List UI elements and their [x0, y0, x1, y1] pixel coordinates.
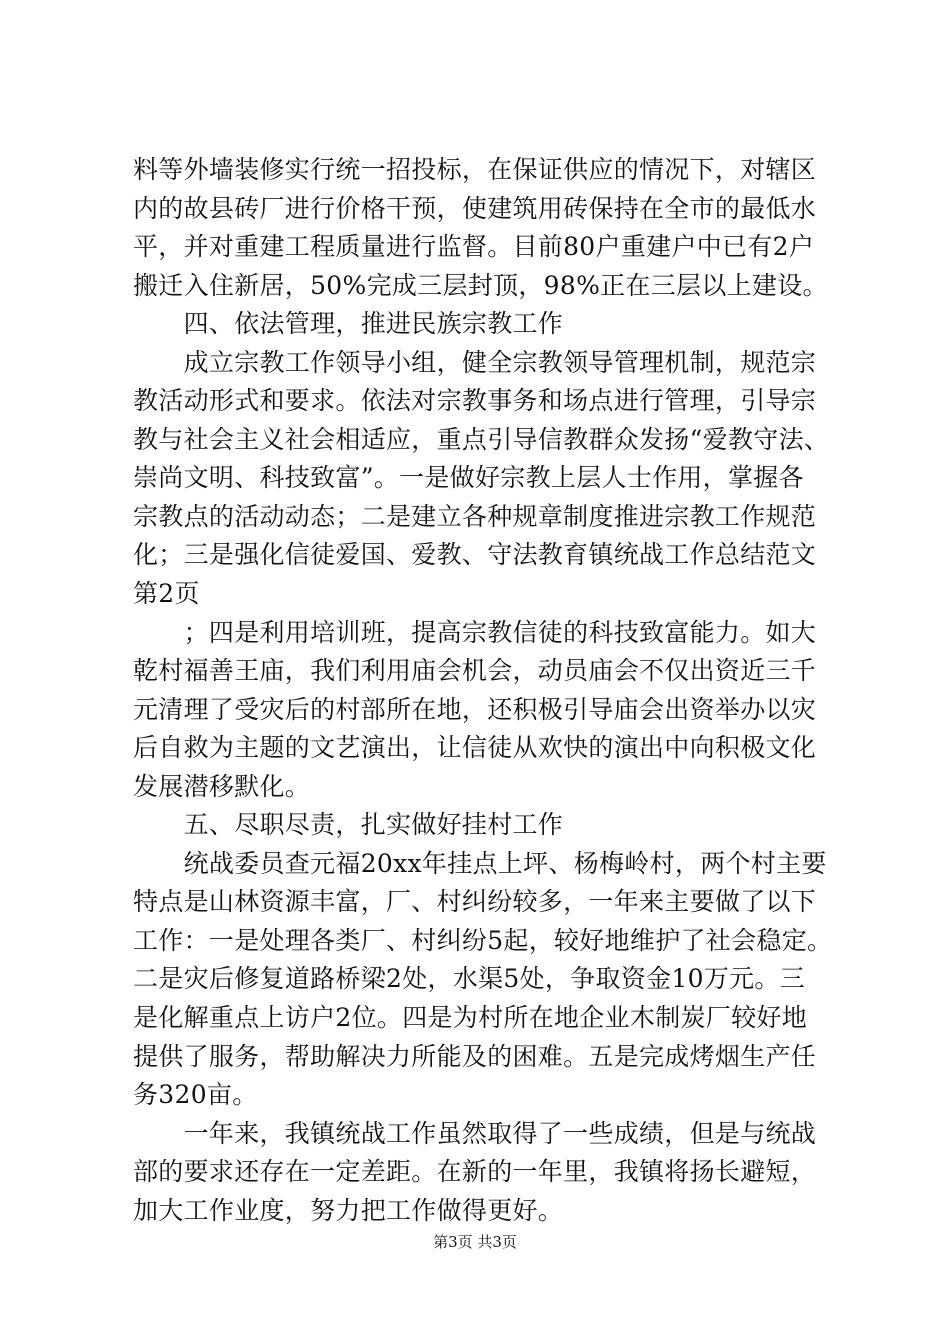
text-line: 平，并对重建工程质量进行监督。目前80户重建户中已有2户 — [133, 232, 815, 262]
section-heading: 五、尽职尽责，扎实做好挂村工作 — [133, 810, 564, 840]
text-line: 是化解重点上访户2位。四是为村所在地企业木制炭厂较好地 — [133, 1003, 808, 1033]
text-line: 加大工作业度，努力把工作做得更好。 — [133, 1195, 564, 1225]
text-line: 提供了服务，帮助解决力所能及的困难。五是完成烤烟生产任 — [133, 1041, 817, 1071]
text-line: 崇尚文明、科技致富”。一是做好宗教上层人士作用，掌握各 — [133, 463, 804, 493]
text-line: 教与社会主义社会相适应，重点引导信教群众发扬“爱教守法、 — [133, 424, 830, 454]
text-line: 一年来，我镇统战工作虽然取得了一些成绩，但是与统战 — [133, 1118, 817, 1148]
text-line: 教活动形式和要求。依法对宗教事务和场点进行管理，引导宗 — [133, 386, 817, 416]
text-line: 化；三是强化信徒爱国、爱教、守法教育镇统战工作总结范文 — [133, 540, 817, 570]
text-line: 工作：一是处理各类厂、村纠纷5起，较好地维护了社会稳定。 — [133, 925, 833, 955]
text-line: 务320亩。 — [133, 1080, 258, 1110]
section-heading: 四、依法管理，推进民族宗教工作 — [133, 309, 564, 339]
text-line: 宗教点的活动动态；二是建立各种规章制度推进宗教工作规范 — [133, 501, 817, 531]
text-line: 成立宗教工作领导小组，健全宗教领导管理机制，规范宗 — [133, 347, 817, 377]
page-footer — [0, 1232, 950, 1252]
text-line: 乾村福善王庙，我们利用庙会机会，动员庙会不仅出资近三千 — [133, 656, 817, 686]
text-line: 元清理了受灾后的村部所在地，还积极引导庙会出资举办以灾 — [133, 694, 817, 724]
text-line: 后自救为主题的文艺演出，让信徒从欢快的演出中向积极文化 — [133, 733, 817, 763]
text-line: 料等外墙装修实行统一招投标，在保证供应的情况下，对辖区 — [133, 155, 817, 184]
text-line: 统战委员查元福20xx年挂点上坪、杨梅岭村，两个村主要 — [133, 848, 827, 878]
text-line: 搬迁入住新居，50%完成三层封顶，98%正在三层以上建设。 — [133, 270, 828, 300]
text-line: 特点是山林资源丰富，厂、村纠纷较多，一年来主要做了以下 — [133, 887, 817, 917]
text-line: 第2页 — [133, 579, 200, 609]
text-line: ；四是利用培训班，提高宗教信徒的科技致富能力。如大 — [133, 617, 817, 647]
text-line: 二是灾后修复道路桥梁2处，水渠5处，争取资金10万元。三 — [133, 964, 806, 994]
text-line: 发展潜移默化。 — [133, 771, 311, 801]
text-line: 部的要求还存在一定差距。在新的一年里，我镇将扬长避短， — [133, 1157, 817, 1187]
text-line: 内的故县砖厂进行价格干预，使建筑用砖保持在全市的最低水 — [133, 193, 817, 223]
document-body — [133, 151, 833, 1230]
page-number-label: 第3页 共3页 — [433, 1233, 517, 1251]
